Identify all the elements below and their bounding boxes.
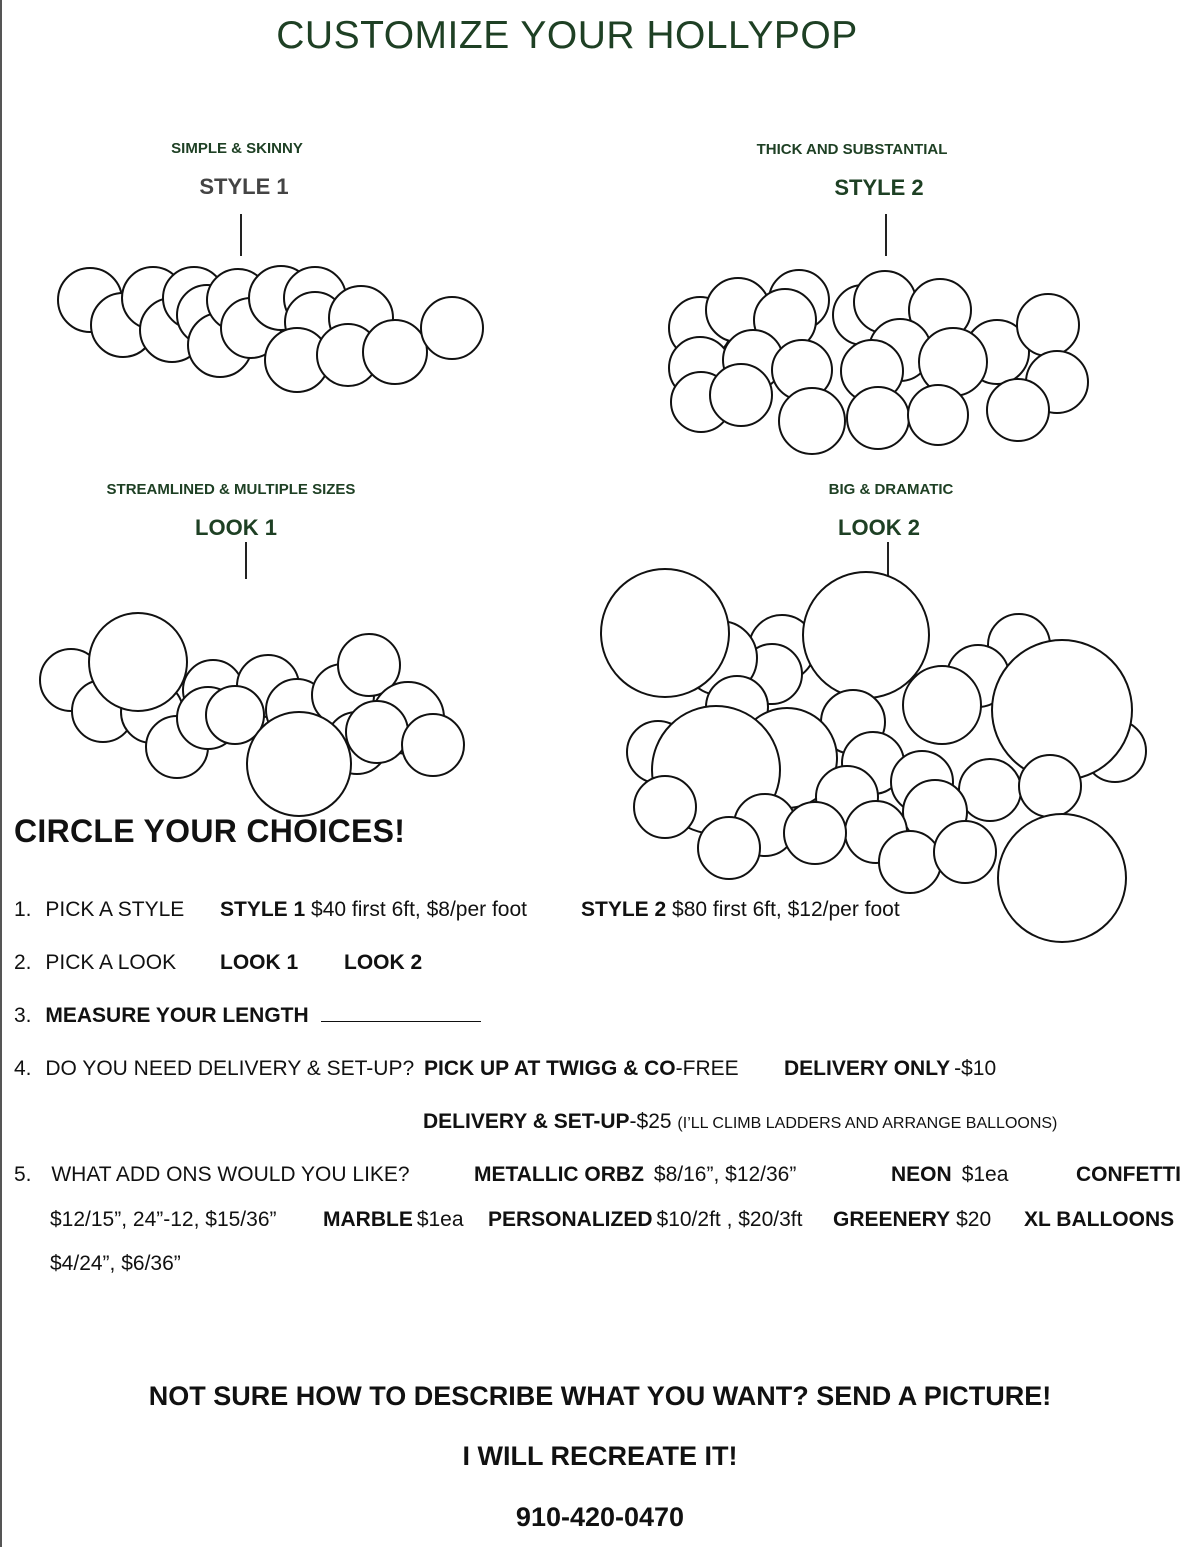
item-4 <box>14 1057 739 1081</box>
style1-subtitle: SIMPLE & SKINNY <box>171 140 303 157</box>
item-2-number: 2. <box>14 951 32 974</box>
footer-send-picture: NOT SURE HOW TO DESCRIBE WHAT YOU WANT? SEND A PICTURE! <box>148 1381 1052 1411</box>
style2-subtitle: THICK AND SUBSTANTIAL <box>756 141 948 158</box>
length-blank-line[interactable] <box>321 1005 481 1022</box>
addon-marble: MARBLE $1ea <box>323 1208 464 1231</box>
addon-personalized: PERSONALIZED $10/2ft , $20/3ft <box>488 1208 803 1231</box>
addon-confetti: CONFETTI <box>1076 1163 1181 1186</box>
style2-garland-illustration <box>669 270 1088 454</box>
item-4-text: DO YOU NEED DELIVERY & SET-UP? <box>45 1057 415 1080</box>
style1-option <box>220 898 527 922</box>
style1-garland-illustration <box>58 266 483 392</box>
item-2-text: PICK A LOOK <box>45 951 177 974</box>
item-3 <box>14 1004 481 1028</box>
item-1 <box>14 898 184 922</box>
addon-confetti-price: $12/15”, 24”-12, $15/36” <box>50 1208 277 1231</box>
look2-garland-illustration <box>601 569 1146 942</box>
style2-option-name: STYLE 2 <box>581 898 667 921</box>
style2-option <box>581 898 900 922</box>
addon-metallic: METALLIC ORBZ $8/16”, $12/36” <box>474 1163 797 1186</box>
style2-option-price: $80 first 6ft, $12/per foot <box>672 898 900 921</box>
item-3-text: MEASURE YOUR LENGTH <box>45 1004 309 1027</box>
look1-garland-illustration <box>40 613 464 816</box>
addon-xl-balloons: XL BALLOONS <box>1024 1208 1175 1231</box>
addon-xl-price: $4/24”, $6/36” <box>50 1252 181 1275</box>
item-4-number: 4. <box>14 1057 32 1080</box>
item-5-number: 5. <box>14 1163 32 1186</box>
addon-greenery: GREENERY $20 <box>833 1208 992 1231</box>
look2-label: LOOK 2 <box>838 515 920 540</box>
look1-subtitle: STREAMLINED & MULTIPLE SIZES <box>106 481 356 498</box>
look1-label: LOOK 1 <box>195 515 277 540</box>
delivery-only-option: DELIVERY ONLY -$10 <box>784 1057 997 1080</box>
pickup-option: PICK UP AT TWIGG & CO <box>424 1057 676 1080</box>
look1-option: LOOK 1 <box>220 951 299 974</box>
pickup-price: -FREE <box>675 1057 739 1080</box>
item-5-text: WHAT ADD ONS WOULD YOU LIKE? <box>51 1163 410 1186</box>
style2-label: STYLE 2 <box>834 175 924 200</box>
look2-option: LOOK 2 <box>344 951 423 974</box>
page-title: CUSTOMIZE YOUR HOLLYPOP <box>276 14 858 57</box>
style1-option-name: STYLE 1 <box>220 898 306 921</box>
style1-option-price: $40 first 6ft, $8/per foot <box>311 898 528 921</box>
circle-your-choices-heading: CIRCLE YOUR CHOICES! <box>14 813 406 849</box>
item-5 <box>14 1163 410 1187</box>
addon-neon: NEON $1ea <box>891 1163 1009 1186</box>
footer-recreate: I WILL RECREATE IT! <box>462 1441 738 1471</box>
style1-label: STYLE 1 <box>199 174 289 199</box>
item-2 <box>14 951 176 975</box>
item-1-number: 1. <box>14 898 32 921</box>
delivery-setup-option: DELIVERY & SET-UP-$25 (I’LL CLIMB LADDERS AND ARRANGE BALLOONS) <box>423 1110 1058 1133</box>
setup-note: (I’LL CLIMB LADDERS AND ARRANGE BALLOONS) <box>677 1115 1058 1132</box>
footer-phone-number[interactable]: 910-420-0470 <box>515 1502 685 1532</box>
look2-subtitle: BIG & DRAMATIC <box>828 481 954 498</box>
item-1-text: PICK A STYLE <box>45 898 185 921</box>
item-3-number: 3. <box>14 1004 32 1027</box>
